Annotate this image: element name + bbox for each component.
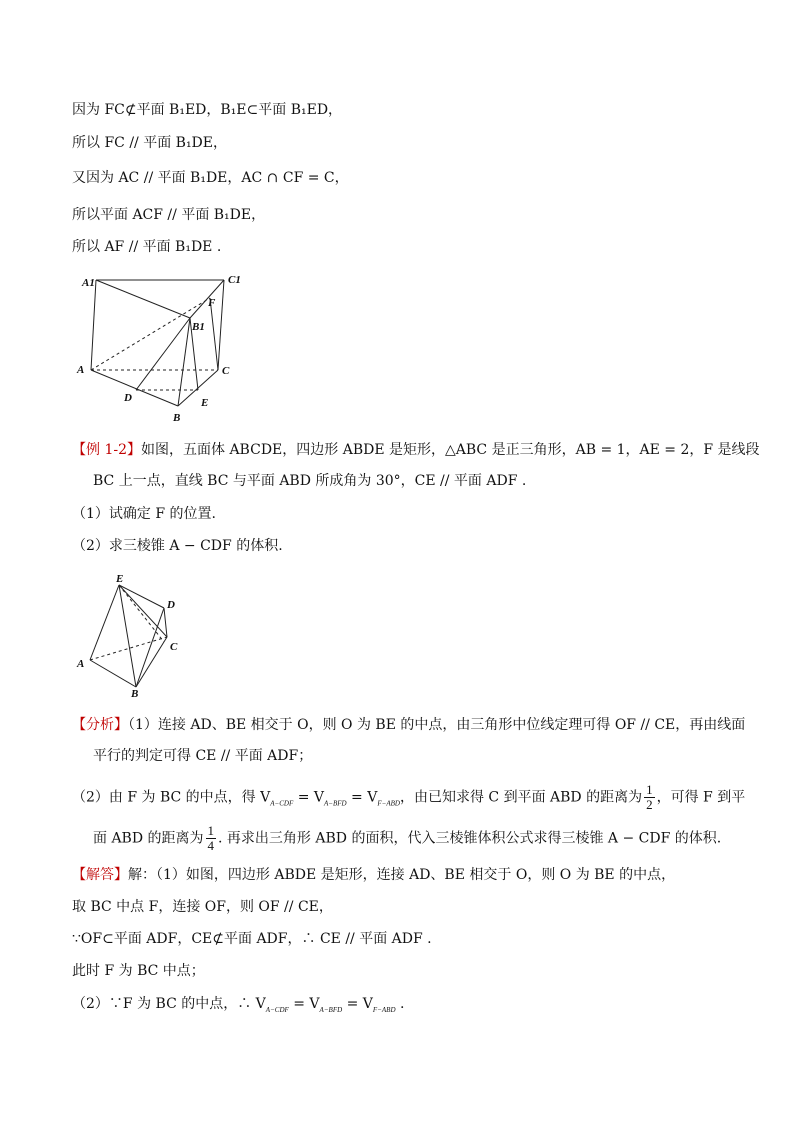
answer-line-5: （2）∵F 为 BC 的中点，∴ $V_{A-CDF} = V_{A-BFD} = V_{F-ABD}$ . <box>72 996 405 1014</box>
fraction-half: $\frac{1}{2}$ <box>646 782 653 812</box>
label-B1: B1 <box>192 321 205 333</box>
proof-line-3: 又因为 AC // 平面 B₁DE，AC ∩ CF = C， <box>72 170 349 186</box>
example-tag: 【例 1-2】 <box>72 442 141 458</box>
label-C: C <box>222 365 230 377</box>
example-stem-2: BC 上一点，直线 BC 与平面 ABD 所成角为 30°，CE // 平面 ADF . <box>93 473 527 489</box>
label-D: D <box>167 599 175 611</box>
proof-line-5: 所以 AF // 平面 B₁DE . <box>72 239 222 255</box>
answer-line-1 <box>72 865 675 885</box>
label-F: F <box>208 297 216 309</box>
example-line-1 <box>72 440 760 460</box>
analysis-line-3: （2）由 F 为 BC 的中点，得 $V_{A-CDF} = V_{A-BFD} = V_{F-ABD}$，由已知求得 C 到平面 ABD 的距离为 $\frac{1}{2}$ ，可得 F 到平 <box>72 782 746 812</box>
analysis-line-2: 平行的判定可得 CE // 平面 ADF； <box>93 748 313 764</box>
proof-line-2: 所以 FC // 平面 B₁DE， <box>72 135 228 151</box>
analysis-line-1 <box>72 715 745 735</box>
label-C1: C1 <box>228 274 241 286</box>
label-B: B <box>173 412 181 424</box>
label-E: E <box>116 573 124 585</box>
label-B: B <box>131 688 139 700</box>
label-A: A <box>77 658 85 670</box>
label-A: A <box>77 364 85 376</box>
figure-prism <box>70 265 250 430</box>
analysis-tag: 【分析】 <box>72 717 128 733</box>
label-E: E <box>201 397 209 409</box>
question-2: （2）求三棱锥 A − CDF 的体积. <box>72 538 283 554</box>
analysis-line-4: 面 ABD 的距离为 $\frac{1}{4}$ . 再求出三角形 ABD 的面积，代入三棱锥体积公式求得三棱锥 A − CDF 的体积. <box>93 823 722 853</box>
label-D: D <box>124 392 132 404</box>
answer-tag: 【解答】 <box>72 867 128 883</box>
analysis-text-1: （1）连接 AD、BE 相交于 O，则 O 为 BE 的中点，由三角形中位线定理可得 OF // CE，再由线面 <box>128 717 746 733</box>
question-1: （1）试确定 F 的位置. <box>72 506 216 522</box>
answer-text-1: 解：（1）如图，四边形 ABDE 是矩形，连接 AD、BE 相交于 O，则 O 为 BE 的中点， <box>128 867 676 883</box>
label-C: C <box>170 641 178 653</box>
answer-line-3: ∵OF⊂平面 ADF，CE⊄平面 ADF，∴ CE // 平面 ADF . <box>72 931 432 947</box>
proof-line-4: 所以平面 ACF // 平面 B₁DE， <box>72 207 266 223</box>
figure-pentahedron <box>70 565 195 700</box>
answer-line-2: 取 BC 中点 F，连接 OF，则 OF // CE， <box>72 899 333 915</box>
label-A1: A1 <box>82 277 95 289</box>
fraction-quarter: $\frac{1}{4}$ <box>207 823 215 853</box>
proof-line-1: 因为 FC⊄平面 B₁ED，B₁E⊂平面 B₁ED， <box>72 102 343 118</box>
example-stem-1: 如图，五面体 ABCDE，四边形 ABDE 是矩形，△ABC 是正三角形，AB = 1，AE = 2，F 是线段 <box>141 442 760 458</box>
answer-line-4: 此时 F 为 BC 中点； <box>72 963 205 979</box>
